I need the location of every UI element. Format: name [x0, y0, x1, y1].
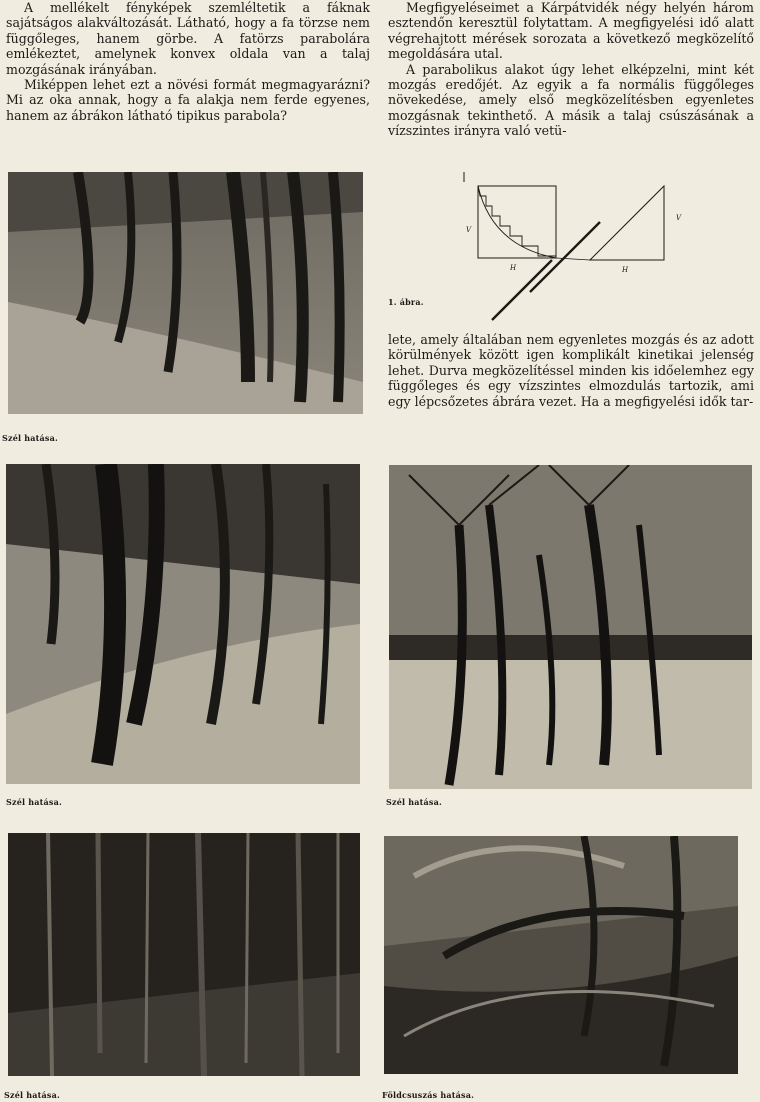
axis-h-label-2: H — [622, 266, 629, 274]
landslide-photo — [384, 836, 738, 1074]
axis-v-label-2: V — [676, 214, 682, 222]
photo-caption: Szél hatása. — [386, 797, 442, 807]
axis-v-label: V — [466, 226, 472, 234]
forest-photo-2 — [6, 464, 360, 784]
axis-h-label: H — [510, 264, 517, 272]
forest-photo-1 — [8, 172, 363, 414]
paragraph: A parabolikus alakot úgy lehet elképzelni, mint két mozgás eredőjét. Az egyik a fa normális függőleges növekedése, amely első megközelítésben egyenletes mozgásnak tekinthető. A másik a talaj csúszásának a vízszintes irányra való vetü- — [388, 61, 754, 139]
paragraph: lete, amely általában nem egyenletes mozgás és az adott körülmények között igen komplikált kinetikai jelenség lehet. Durva megközelítéssel minden kis időelemhez egy függőleges és egy vízszintes elmozdulás tartozik, ami egy lépcsőzetes ábrára vezet. Ha a megfigyelési idők tar- — [388, 332, 754, 409]
left-column-text — [6, 0, 370, 123]
paragraph: A mellékelt fényképek szemléltetik a fáknak sajátságos alakváltozását. Látható, hogy a fa törzse nem függőleges, hanem görbe. A fatörzs parabolára emlékeztet, amelynek konvex oldala van a talaj mozgásának irányában. — [6, 0, 370, 77]
paragraph: Miképpen lehet ezt a növési formát megmagyarázni? Mi az oka annak, hogy a fa alakja nem ferde egyenes, hanem az ábrákon látható tipikus parabola? — [6, 77, 370, 123]
paragraph: Megfigyeléseimet a Kárpátvidék négy helyén három esztendőn keresztül folytattam. A megfigyelési idő alatt végrehajtott mérések sorozata a következő megközelítő megoldására utal. — [388, 0, 754, 62]
forest-photo-4 — [8, 833, 360, 1076]
parabola-diagram — [452, 168, 692, 328]
photo-caption: Szél hatása. — [2, 433, 58, 443]
photo-caption: Szél hatása. — [4, 1090, 60, 1100]
forest-photo-3 — [389, 465, 752, 789]
figure-label: 1. ábra. — [388, 297, 424, 307]
right-column-text-mid — [388, 332, 754, 409]
photo-caption: Szél hatása. — [6, 797, 62, 807]
right-column-text-top — [388, 0, 754, 139]
photo-caption: Földcsuszás hatása. — [382, 1090, 475, 1100]
